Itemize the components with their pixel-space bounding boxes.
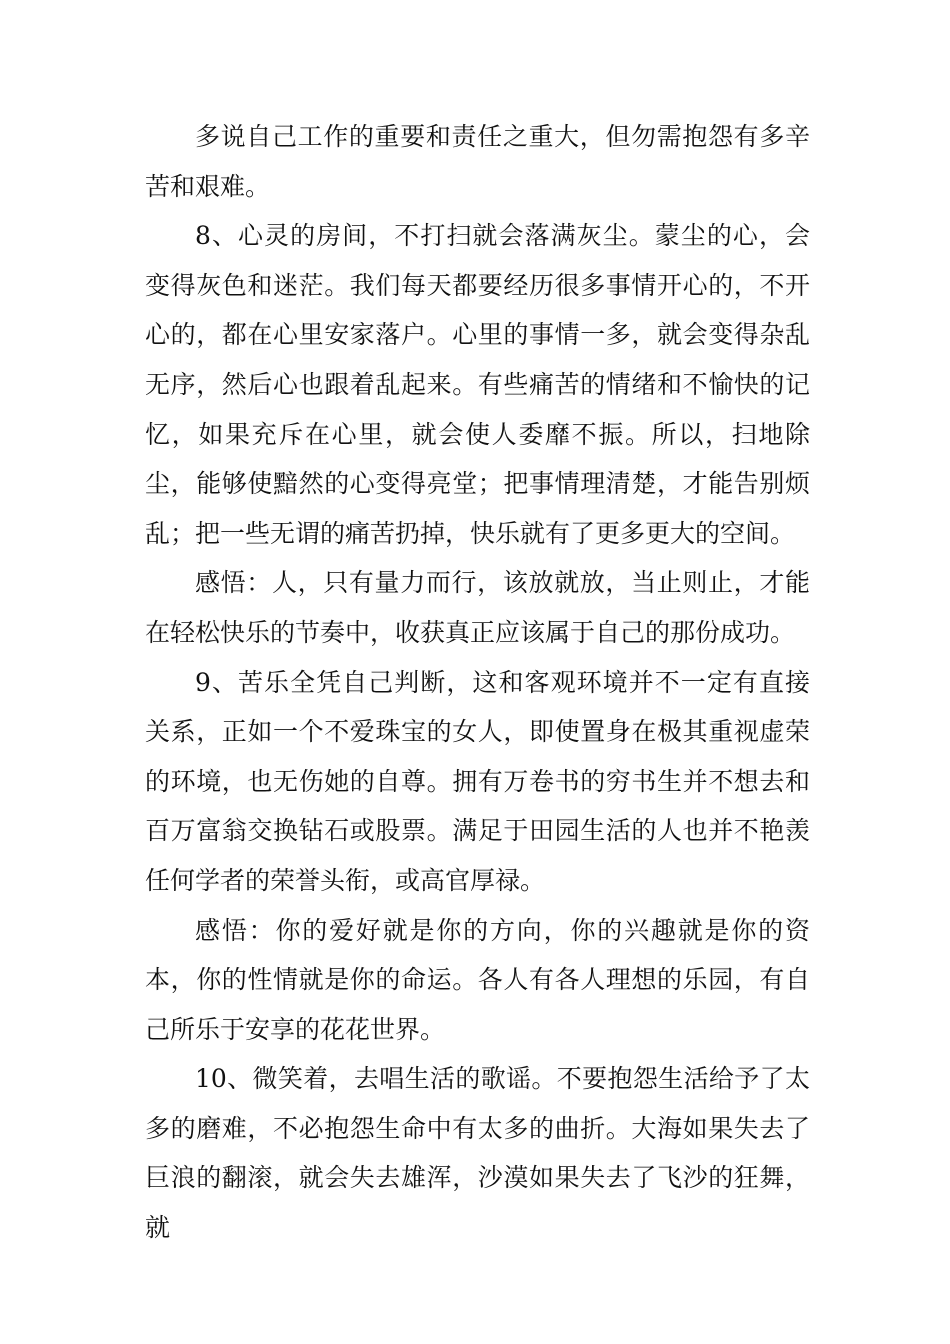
paragraph-item-9: 9、苦乐全凭自己判断，这和客观环境并不一定有直接关系，正如一个不爱珠宝的女人，即使置身在极其重视虚荣的环境，也无伤她的自尊。拥有万卷书的穷书生并不想去和百万富翁交换钻石或股票。满足于田园生活的人也并不艳羡任何学者的荣誉头衔，或高官厚禄。 [145, 667, 810, 895]
paragraph-item-8: 8、心灵的房间，不打扫就会落满灰尘。蒙尘的心，会变得灰色和迷茫。我们每天都要经历很多事情开心的，不开心的，都在心里安家落户。心里的事情一多，就会变得杂乱无序，然后心也跟着乱起来。有些痛苦的情绪和不愉快的记忆，如果充斥在心里，就会使人委靡不振。所以，扫地除尘，能够使黯然的心变得亮堂；把事情理清楚，才能告别烦乱；把一些无谓的痛苦扔掉，快乐就有了更多更大的空间。 [145, 221, 810, 548]
paragraph-item-10: 10、微笑着，去唱生活的歌谣。不要抱怨生活给予了太多的磨难，不必抱怨生命中有太多的曲折。大海如果失去了巨浪的翻滚，就会失去雄浑，沙漠如果失去了飞沙的狂舞，就 [145, 1064, 810, 1243]
document-page [145, 112, 810, 1253]
paragraph-continuation: 多说自己工作的重要和责任之重大，但勿需抱怨有多辛苦和艰难。 [145, 122, 810, 201]
paragraph-insight-8: 感悟：人，只有量力而行，该放就放，当止则止，才能在轻松快乐的节奏中，收获真正应该属于自己的那份成功。 [145, 568, 810, 647]
paragraph-insight-9: 感悟：你的爱好就是你的方向，你的兴趣就是你的资本，你的性情就是你的命运。各人有各人理想的乐园，有自己所乐于安享的花花世界。 [145, 915, 810, 1044]
